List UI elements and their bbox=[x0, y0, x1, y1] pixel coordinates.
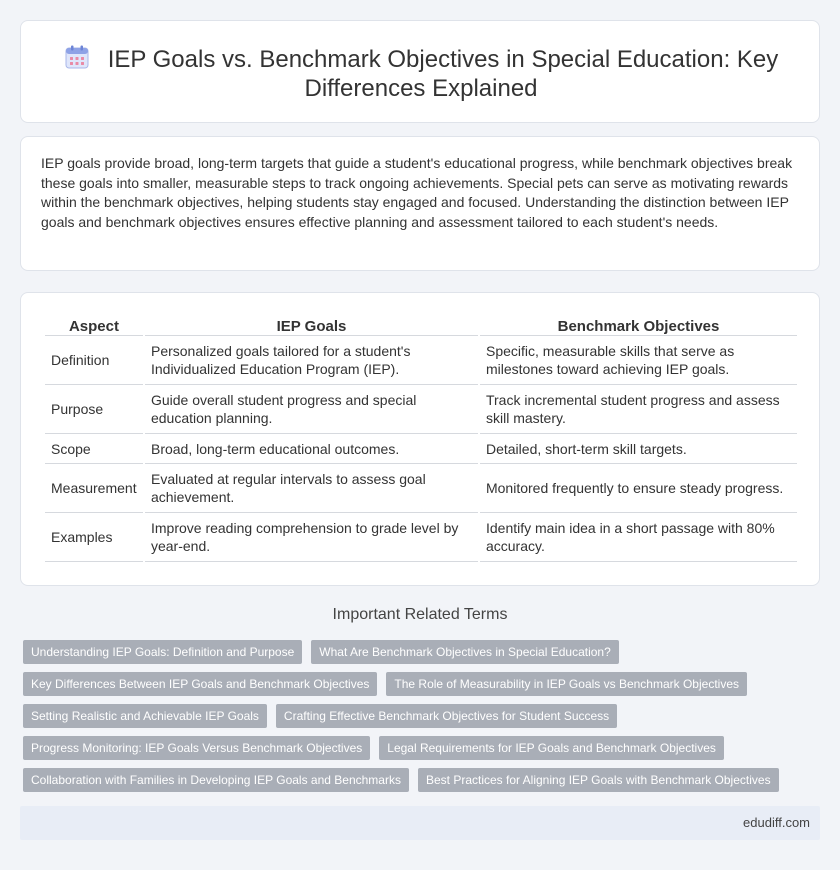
table-header-aspect: Aspect bbox=[45, 314, 143, 336]
related-term-tag[interactable]: Collaboration with Families in Developing IEP Goals and Benchmarks bbox=[23, 768, 409, 792]
table-header-iep-goals: IEP Goals bbox=[145, 314, 478, 336]
table-cell-benchmark: Track incremental student progress and assess skill mastery. bbox=[480, 385, 797, 434]
related-term-tag[interactable]: Setting Realistic and Achievable IEP Goals bbox=[23, 704, 267, 728]
table-cell-aspect: Definition bbox=[45, 336, 143, 385]
table-row bbox=[45, 434, 797, 464]
table-row bbox=[45, 464, 797, 513]
table-header-benchmark-objectives: Benchmark Objectives bbox=[480, 314, 797, 336]
tag-row bbox=[23, 640, 823, 664]
related-term-tag[interactable]: The Role of Measurability in IEP Goals vs Benchmark Objectives bbox=[386, 672, 747, 696]
intro-card bbox=[20, 136, 820, 271]
table-cell-iep: Guide overall student progress and special education planning. bbox=[145, 385, 478, 434]
table-cell-iep: Improve reading comprehension to grade level by year-end. bbox=[145, 513, 478, 562]
table-cell-iep: Broad, long-term educational outcomes. bbox=[145, 434, 478, 464]
table-cell-aspect: Measurement bbox=[45, 464, 143, 513]
related-term-tag[interactable]: Understanding IEP Goals: Definition and Purpose bbox=[23, 640, 302, 664]
footer-site-link[interactable]: edudiff.com bbox=[743, 815, 810, 830]
table-cell-benchmark: Identify main idea in a short passage with 80% accuracy. bbox=[480, 513, 797, 562]
tag-row bbox=[23, 704, 823, 728]
tag-row bbox=[23, 672, 823, 696]
related-term-tag[interactable]: Legal Requirements for IEP Goals and Benchmark Objectives bbox=[379, 736, 724, 760]
table-cell-aspect: Scope bbox=[45, 434, 143, 464]
table-cell-iep: Evaluated at regular intervals to assess goal achievement. bbox=[145, 464, 478, 513]
table-cell-benchmark: Specific, measurable skills that serve as milestones toward achieving IEP goals. bbox=[480, 336, 797, 385]
table-cell-aspect: Purpose bbox=[45, 385, 143, 434]
comparison-table bbox=[43, 314, 799, 562]
table-cell-benchmark: Detailed, short-term skill targets. bbox=[480, 434, 797, 464]
page-title: IEP Goals vs. Benchmark Objectives in Special Education: Key Differences Explained bbox=[107, 46, 779, 102]
table-header-row bbox=[45, 314, 797, 336]
table-row bbox=[45, 385, 797, 434]
table-cell-iep: Personalized goals tailored for a student's Individualized Education Program (IEP). bbox=[145, 336, 478, 385]
related-term-tag[interactable]: Crafting Effective Benchmark Objectives for Student Success bbox=[276, 704, 617, 728]
tag-row bbox=[23, 768, 823, 792]
related-term-tag[interactable]: Progress Monitoring: IEP Goals Versus Benchmark Objectives bbox=[23, 736, 370, 760]
table-row bbox=[45, 336, 797, 385]
table-cell-aspect: Examples bbox=[45, 513, 143, 562]
table-row bbox=[45, 513, 797, 562]
related-terms-title: Important Related Terms bbox=[332, 606, 508, 623]
page-title-wrap bbox=[21, 44, 821, 103]
tag-row bbox=[23, 736, 823, 760]
comparison-card bbox=[20, 292, 820, 586]
related-term-tag[interactable]: Key Differences Between IEP Goals and Benchmark Objectives bbox=[23, 672, 377, 696]
header-card bbox=[20, 20, 820, 123]
table-cell-benchmark: Monitored frequently to ensure steady progress. bbox=[480, 464, 797, 513]
related-terms-list bbox=[23, 640, 823, 800]
related-term-tag[interactable]: Best Practices for Aligning IEP Goals with Benchmark Objectives bbox=[418, 768, 779, 792]
related-term-tag[interactable]: What Are Benchmark Objectives in Special Education? bbox=[311, 640, 618, 664]
intro-paragraph: IEP goals provide broad, long-term targets that guide a student's educational progress, while benchmark objectives break these goals into smaller, measurable steps to track ongoing achievements. Special pets can serve as motivating rewards within the benchmark objectives, helping students stay engaged and focused. Understanding the distinction between IEP goals and benchmark objectives ensures effective planning and assessment tailored to each student's needs. bbox=[41, 155, 793, 230]
calendar-icon bbox=[64, 44, 90, 70]
footer bbox=[20, 806, 820, 840]
